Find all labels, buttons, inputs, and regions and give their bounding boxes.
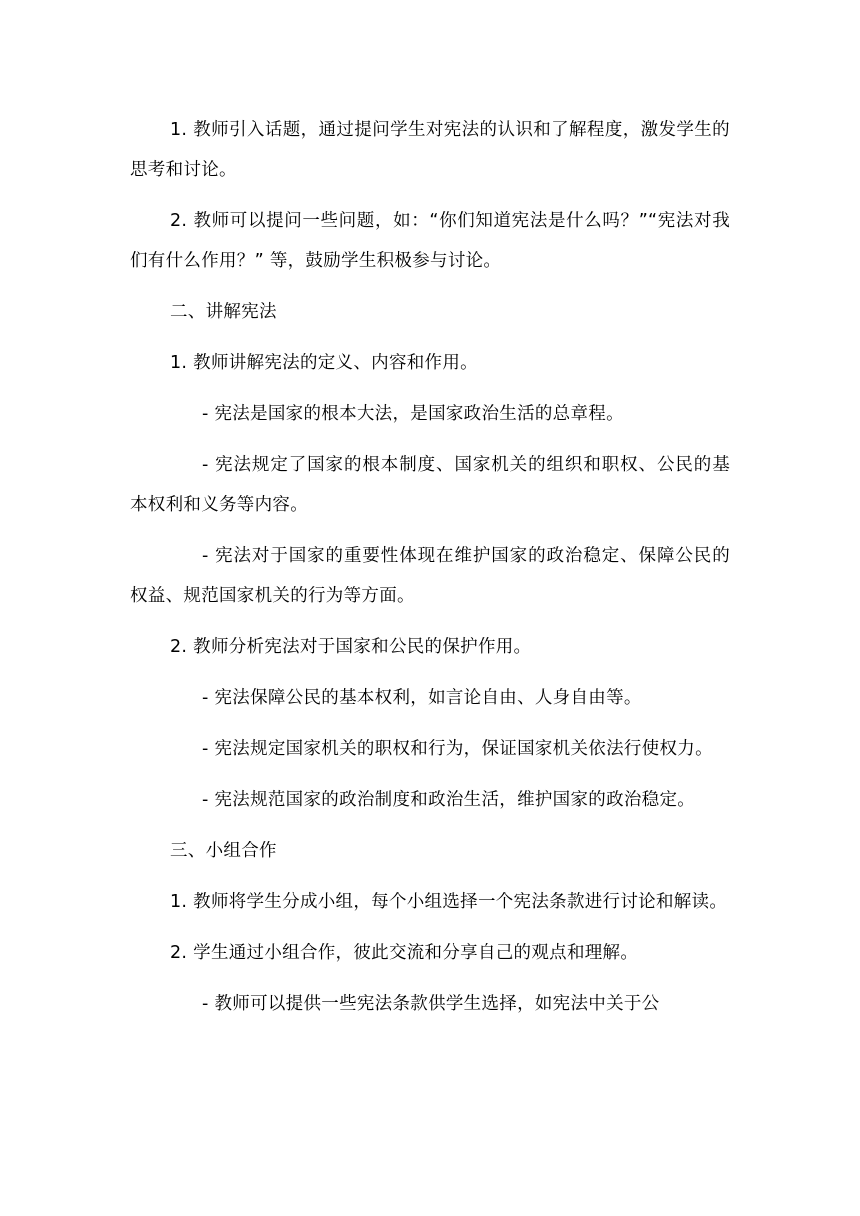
item-group-exchange: 2. 学生通过小组合作，彼此交流和分享自己的观点和理解。 [170,943,639,963]
document-body [130,110,730,1035]
sub-item-political-system: - 宪法规范国家的政治制度和政治生活，维护国家的政治稳定。 [202,790,696,810]
item-protection-role: 2. 教师分析宪法对于国家和公民的保护作用。 [170,637,532,657]
sub-item-importance: - 宪法对于国家的重要性体现在维护国家的政治稳定、保障公民的权益、规范国家机关的行为等方面。 [130,546,730,606]
item-sample-questions: 2. 教师可以提问一些问题，如：“你们知道宪法是什么吗？”“宪法对我们有什么作用？” 等，鼓励学生积极参与讨论。 [130,211,730,271]
sub-item-fundamental-law: - 宪法是国家的根本大法，是国家政治生活的总章程。 [202,404,624,424]
item-intro-topic: 1. 教师引入话题，通过提问学生对宪法的认识和了解程度，激发学生的思考和讨论。 [130,120,730,180]
section-heading-explain-constitution: 二、讲解宪法 [170,302,277,322]
sub-item-provisions: - 宪法规定了国家的根本制度、国家机关的组织和职权、公民的基本权利和义务等内容。 [130,455,730,515]
section-heading-group-work: 三、小组合作 [170,841,277,861]
item-form-groups: 1. 教师将学生分成小组，每个小组选择一个宪法条款进行讨论和解读。 [170,892,728,912]
item-explain-definition: 1. 教师讲解宪法的定义、内容和作用。 [170,353,478,373]
sub-item-basic-rights: - 宪法保障公民的基本权利，如言论自由、人身自由等。 [202,688,642,708]
sub-item-state-organs: - 宪法规定国家机关的职权和行为，保证国家机关依法行使权力。 [202,739,713,759]
sub-item-provide-articles: - 教师可以提供一些宪法条款供学生选择，如宪法中关于公 [202,994,660,1014]
